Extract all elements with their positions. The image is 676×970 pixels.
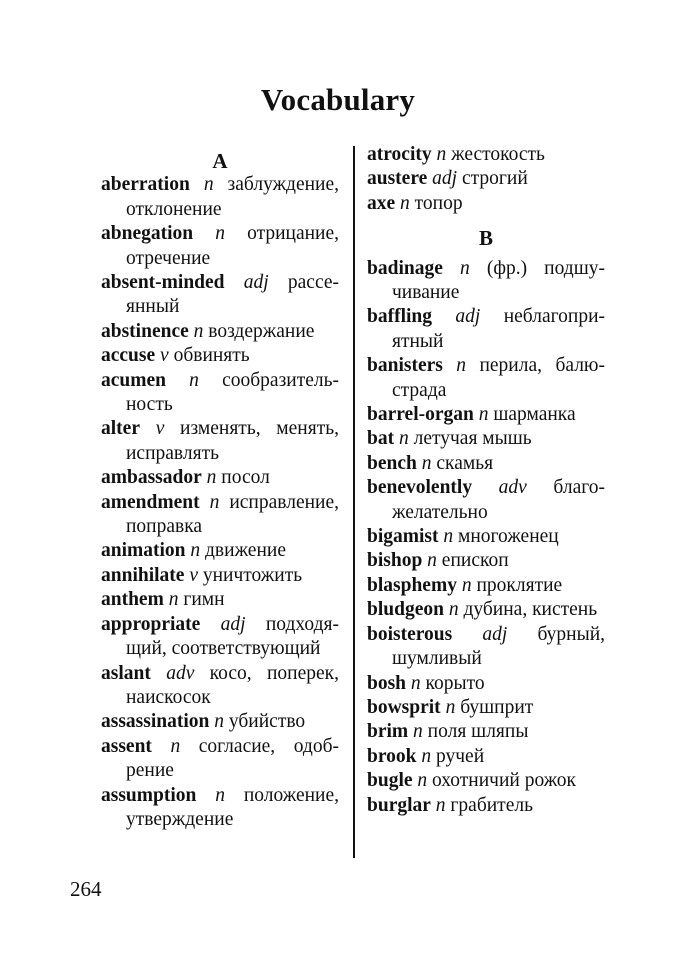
- vocabulary-entry: [367, 696, 605, 720]
- translation: топор: [414, 192, 463, 214]
- translation: подходящий, соответствующий: [126, 613, 339, 660]
- headword: abstinence: [101, 320, 189, 342]
- part-of-speech: n: [461, 574, 472, 596]
- section-letter: B: [478, 226, 493, 251]
- headword: bugle: [367, 770, 413, 792]
- translation: скамья: [436, 452, 494, 474]
- vocabulary-entry: [101, 320, 339, 344]
- part-of-speech: n: [214, 711, 224, 733]
- headword: blasphemy: [367, 574, 457, 596]
- headword: bench: [367, 452, 417, 474]
- page-number: 264: [70, 877, 102, 901]
- translation: корыто: [425, 672, 485, 694]
- vocabulary-entry: [367, 257, 605, 306]
- part-of-speech: n: [215, 784, 225, 806]
- headword: bowsprit: [367, 696, 441, 718]
- headword: amendment: [101, 491, 200, 513]
- translation: воздержание: [208, 320, 315, 342]
- headword: austere: [367, 168, 428, 190]
- left-column: [101, 143, 339, 832]
- vocabulary-entry: [101, 662, 339, 711]
- part-of-speech: v: [155, 418, 165, 440]
- translation: исправление, поправка: [126, 491, 339, 538]
- headword: benevolently: [367, 477, 473, 499]
- vocabulary-entry: [367, 452, 605, 476]
- part-of-speech: n: [410, 672, 421, 694]
- translation: неблагоприятный: [392, 306, 606, 352]
- headword: brook: [367, 745, 417, 767]
- translation: грабитель: [450, 794, 533, 816]
- translation: уничтожить: [202, 564, 303, 586]
- part-of-speech: adv: [498, 477, 527, 499]
- vocabulary-entry: [367, 476, 605, 525]
- vocabulary-entry: [367, 525, 605, 549]
- vocabulary-entry: [367, 143, 605, 167]
- vocabulary-entry: [101, 539, 339, 563]
- translation: ручей: [436, 745, 485, 767]
- page-title: Vocabulary: [260, 82, 416, 117]
- part-of-speech: v: [189, 564, 198, 586]
- headword: burglar: [367, 794, 431, 816]
- part-of-speech: n: [435, 794, 446, 816]
- translation: рассеянный: [126, 272, 339, 318]
- translation: отрицание, отречение: [126, 223, 340, 269]
- headword: bosh: [367, 672, 407, 694]
- translation: обвинять: [173, 345, 250, 367]
- part-of-speech: n: [417, 770, 428, 792]
- translation: посол: [221, 467, 270, 489]
- part-of-speech: adj: [220, 613, 246, 635]
- vocabulary-entry: [101, 173, 339, 222]
- part-of-speech: n: [421, 745, 432, 767]
- headword: axe: [367, 192, 396, 214]
- vocabulary-entry: [367, 769, 605, 793]
- section-letter: A: [212, 149, 228, 173]
- part-of-speech: n: [209, 491, 220, 513]
- vocabulary-entry: [101, 735, 339, 784]
- vocabulary-entry: [367, 794, 605, 818]
- translation: многоженец: [458, 526, 559, 548]
- headword: baffling: [367, 306, 433, 328]
- translation: согласие, одобрение: [126, 735, 340, 782]
- headword: anthem: [101, 589, 164, 611]
- translation: шарманка: [493, 404, 576, 426]
- part-of-speech: adj: [243, 272, 269, 294]
- vocabulary-entry: [101, 344, 339, 368]
- vocabulary-entry: [367, 305, 605, 354]
- part-of-speech: n: [445, 696, 456, 718]
- translation: охотничий рожок: [432, 770, 576, 792]
- vocabulary-entry: [367, 354, 605, 403]
- headword: boisterous: [367, 623, 453, 645]
- part-of-speech: n: [400, 192, 410, 214]
- part-of-speech: n: [190, 540, 201, 562]
- translation: проклятие: [476, 574, 563, 596]
- headword: acumen: [101, 369, 166, 391]
- vocabulary-entry: [367, 598, 605, 622]
- vocabulary-entry: [367, 549, 605, 573]
- vocabulary-entry: [101, 710, 339, 734]
- vocabulary-entry: [367, 574, 605, 598]
- headword: barrel-organ: [367, 404, 474, 426]
- headword: bat: [367, 428, 395, 450]
- part-of-speech: n: [206, 467, 217, 489]
- headword: accuse: [101, 345, 156, 367]
- headword: appropriate: [101, 613, 201, 635]
- translation: летучая мышь: [413, 428, 532, 450]
- part-of-speech: n: [427, 550, 437, 572]
- vocabulary-entry: [101, 784, 339, 833]
- vocabulary-entry: [367, 167, 605, 191]
- headword: absent-minded: [101, 272, 225, 294]
- translation: строгий: [461, 168, 528, 190]
- vocabulary-entry: [101, 417, 339, 466]
- headword: aslant: [101, 662, 151, 684]
- headword: annihilate: [101, 564, 185, 586]
- part-of-speech: n: [448, 599, 459, 621]
- headword: badinage: [367, 257, 443, 279]
- headword: brim: [367, 721, 409, 743]
- part-of-speech: n: [443, 526, 454, 548]
- translation: жестокость: [451, 144, 545, 165]
- translation: бурный, шумливый: [392, 623, 606, 670]
- part-of-speech: adj: [455, 306, 481, 328]
- vocabulary-entry: [101, 222, 339, 271]
- vocabulary-entry: [101, 369, 339, 418]
- translation: сообразительность: [126, 369, 340, 416]
- vocabulary-entry: [367, 623, 605, 672]
- translation: убийство: [228, 711, 306, 733]
- vocabulary-entry: [101, 564, 339, 588]
- part-of-speech: n: [456, 355, 467, 377]
- part-of-speech: n: [413, 721, 423, 743]
- vocabulary-entry: [367, 672, 605, 696]
- translation: поля шляпы: [427, 721, 529, 743]
- vocabulary-entry: [101, 271, 339, 320]
- translation: перила, балюстрада: [392, 355, 605, 401]
- headword: aberration: [101, 174, 190, 196]
- part-of-speech: n: [421, 452, 432, 474]
- headword: abnegation: [101, 223, 194, 245]
- translation: благожелательно: [392, 477, 605, 523]
- headword: assassination: [101, 711, 210, 733]
- headword: atrocity: [367, 144, 432, 165]
- translation: епископ: [441, 550, 509, 572]
- vocabulary-entry: [367, 720, 605, 744]
- vocabulary-entry: [101, 466, 339, 490]
- translation: движение: [205, 540, 286, 562]
- translation: дубина, кистень: [463, 599, 598, 621]
- part-of-speech: adj: [432, 168, 458, 190]
- vocabulary-entry: [367, 403, 605, 427]
- vocabulary-entry: [367, 192, 605, 216]
- part-of-speech: v: [160, 345, 169, 367]
- part-of-speech: n: [398, 428, 409, 450]
- translation: изменять, менять, исправлять: [126, 418, 339, 464]
- headword: assumption: [101, 784, 197, 806]
- headword: assent: [101, 735, 152, 757]
- part-of-speech: adj: [482, 623, 508, 645]
- part-of-speech: n: [189, 369, 199, 391]
- headword: animation: [101, 540, 186, 562]
- headword: banisters: [367, 355, 443, 377]
- headword: bludgeon: [367, 599, 444, 621]
- translation: бушприт: [460, 696, 534, 718]
- part-of-speech: adv: [166, 662, 195, 684]
- vocabulary-entry: [367, 427, 605, 451]
- headword: alter: [101, 418, 140, 440]
- headword: ambassador: [101, 467, 202, 489]
- vocabulary-entry: [101, 588, 339, 612]
- headword: bigamist: [367, 526, 439, 548]
- part-of-speech: n: [459, 257, 470, 279]
- translation: гимн: [183, 589, 225, 611]
- translation: положение, утверждение: [126, 784, 340, 830]
- vocabulary-entry: [101, 613, 339, 662]
- part-of-speech: n: [168, 589, 179, 611]
- right-column: [367, 143, 605, 818]
- vocabulary-entry: [101, 491, 339, 540]
- part-of-speech: n: [478, 404, 489, 426]
- part-of-speech: n: [193, 320, 204, 342]
- part-of-speech: n: [170, 735, 181, 757]
- part-of-speech: n: [436, 144, 447, 165]
- translation: косо, поперек, наискосок: [126, 662, 340, 708]
- part-of-speech: n: [215, 223, 225, 245]
- vocabulary-entry: [367, 745, 605, 769]
- part-of-speech: n: [203, 174, 214, 196]
- translation: (фр.) подшучивание: [392, 257, 605, 304]
- translation: заблуждение, отклонение: [126, 174, 340, 220]
- column-divider: [353, 146, 355, 858]
- headword: bishop: [367, 550, 423, 572]
